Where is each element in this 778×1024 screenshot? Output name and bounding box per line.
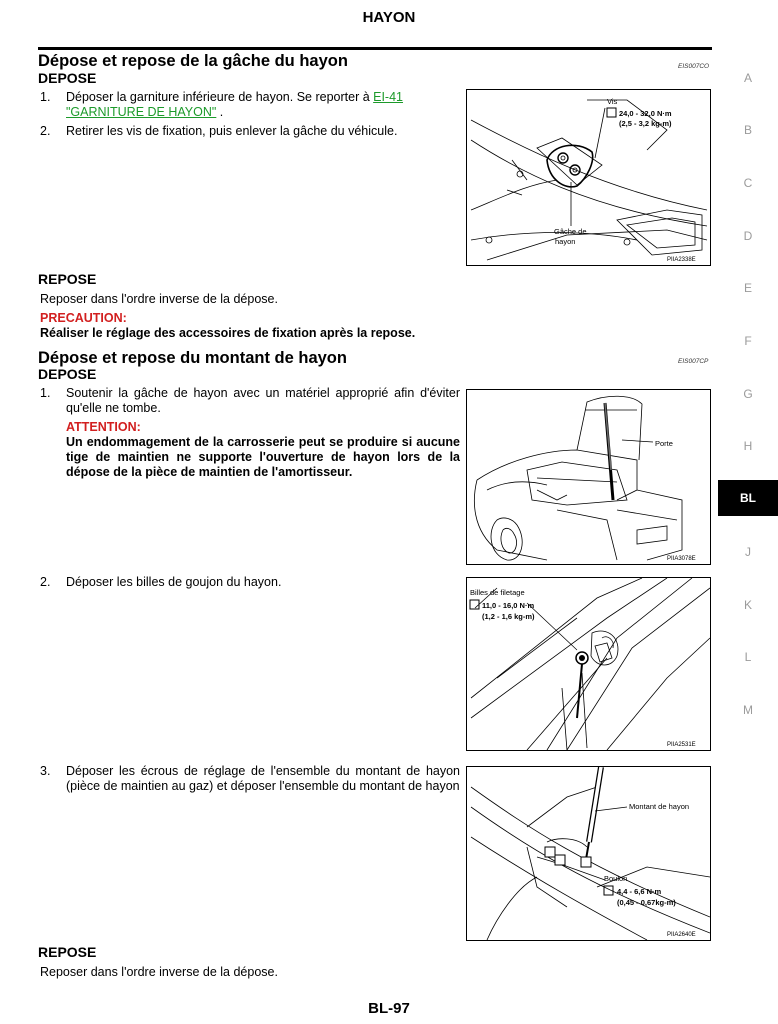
fig3-torque-nm: 11,0 - 16,0 N·m — [482, 601, 535, 610]
side-index-d[interactable]: D — [743, 229, 753, 243]
fig1-label-gache-1: Gâche de — [554, 227, 587, 236]
section2-step2-text: Déposer les billes de goujon du hayon. — [66, 575, 282, 589]
fig3-label: Billes de filetage — [470, 588, 525, 597]
fig3-code: PIIA2531E — [667, 742, 696, 748]
page-header-title: HAYON — [362, 9, 416, 26]
fig4-torque-nm: 4,4 - 6,6 N·m — [617, 887, 662, 896]
link-ei-41[interactable]: EI-41 — [373, 90, 404, 104]
side-index-b[interactable]: B — [743, 123, 752, 137]
precaution-text: Réaliser le réglage des accessoires de fixation après la repose. — [40, 326, 416, 340]
figure-gache-hayon — [466, 89, 711, 266]
side-index-k[interactable]: K — [743, 598, 752, 612]
side-index-a[interactable]: A — [743, 71, 752, 85]
section2-step3-text: Déposer les écrous de réglage de l'ensemble du montant de hayon (pièce de maintien au gaz) et déposer l'ensemble du montant de hayon — [66, 764, 460, 793]
gache-hayon-illustration — [467, 90, 710, 265]
side-index-c[interactable]: C — [743, 176, 753, 190]
fig1-label-vis: Vis — [607, 97, 618, 106]
fig1-code: PIIA2338E — [667, 257, 696, 263]
side-index-l[interactable]: L — [744, 650, 752, 664]
fig4-code: PIIA2640E — [667, 932, 696, 938]
side-index-bl-active[interactable]: BL — [718, 480, 778, 516]
section1-title: Dépose et repose de la gâche du hayon — [38, 52, 348, 70]
side-index-g[interactable]: G — [743, 387, 753, 401]
section1-code: EIS007CO — [678, 63, 710, 70]
side-index-h[interactable]: H — [743, 439, 753, 453]
section1-repose-heading: REPOSE — [38, 271, 97, 287]
section1-depose-heading: DEPOSE — [38, 70, 97, 86]
fig4-torque-kgm: (0,45 - 0,67kg-m) — [617, 898, 676, 907]
attention-text: Un endommagement de la carrosserie peut se produire si aucune tige de maintien ne supporte l'ouverture de hayon lors de la dépose de la pièce de maintien de l'amortisseur. — [66, 435, 460, 479]
fig2-code: PIIA3078E — [667, 556, 696, 562]
side-index-f[interactable]: F — [744, 334, 752, 348]
step-number: 3. — [40, 764, 51, 778]
step-number: 2. — [40, 575, 51, 589]
billes-filetage-illustration — [467, 578, 710, 750]
step-number: 2. — [40, 124, 51, 138]
side-index-m[interactable]: M — [743, 703, 753, 717]
figure-billes-filetage — [466, 577, 711, 751]
fig1-label-gache-2: hayon — [555, 237, 576, 246]
page-number: BL-97 — [368, 1000, 410, 1017]
step-number: 1. — [40, 386, 51, 400]
step-text-after: . — [216, 105, 224, 119]
section2-repose-heading: REPOSE — [38, 944, 97, 960]
montant-hayon-illustration — [467, 767, 710, 940]
section2-repose-text: Reposer dans l'ordre inverse de la dépose. — [40, 965, 278, 979]
figure-porte — [466, 389, 711, 565]
fig3-torque-kgm: (1,2 - 1,6 kg-m) — [482, 612, 535, 621]
car-hayon-open-illustration — [467, 390, 710, 564]
fig1-torque-kgm: (2,5 - 3,2 kg-m) — [619, 119, 672, 128]
figure-montant-hayon — [466, 766, 711, 941]
side-index-j[interactable]: J — [745, 545, 751, 559]
step-text: Déposer la garniture inférieure de hayon. Se reporter à — [66, 90, 374, 104]
fig4-label-montant: Montant de hayon — [629, 802, 690, 811]
fig2-label-porte: Porte — [655, 439, 673, 448]
section2-step1-text: Soutenir la gâche de hayon avec un matériel approprié afin d'éviter qu'elle ne tombe. — [66, 386, 460, 415]
section2-depose-heading: DEPOSE — [38, 366, 97, 382]
link-garniture-de-hayon[interactable]: "GARNITURE DE HAYON" — [66, 105, 217, 119]
section2-title: Dépose et repose du montant de hayon — [38, 349, 347, 367]
header-rule — [38, 47, 712, 50]
precaution-label: PRECAUTION: — [40, 311, 127, 325]
fig4-label-boulon: Boulon — [604, 874, 628, 883]
section1-step1-text — [66, 90, 461, 120]
section2-code: EIS007CP — [678, 358, 709, 365]
attention-label: ATTENTION: — [66, 420, 141, 434]
section1-step2-text: Retirer les vis de fixation, puis enlever la gâche du véhicule. — [66, 124, 398, 138]
fig1-torque-nm: 24,0 - 32,0 N·m — [619, 109, 672, 118]
step-number: 1. — [40, 90, 51, 104]
side-index-e[interactable]: E — [743, 281, 752, 295]
section1-repose-text: Reposer dans l'ordre inverse de la dépose. — [40, 292, 278, 306]
